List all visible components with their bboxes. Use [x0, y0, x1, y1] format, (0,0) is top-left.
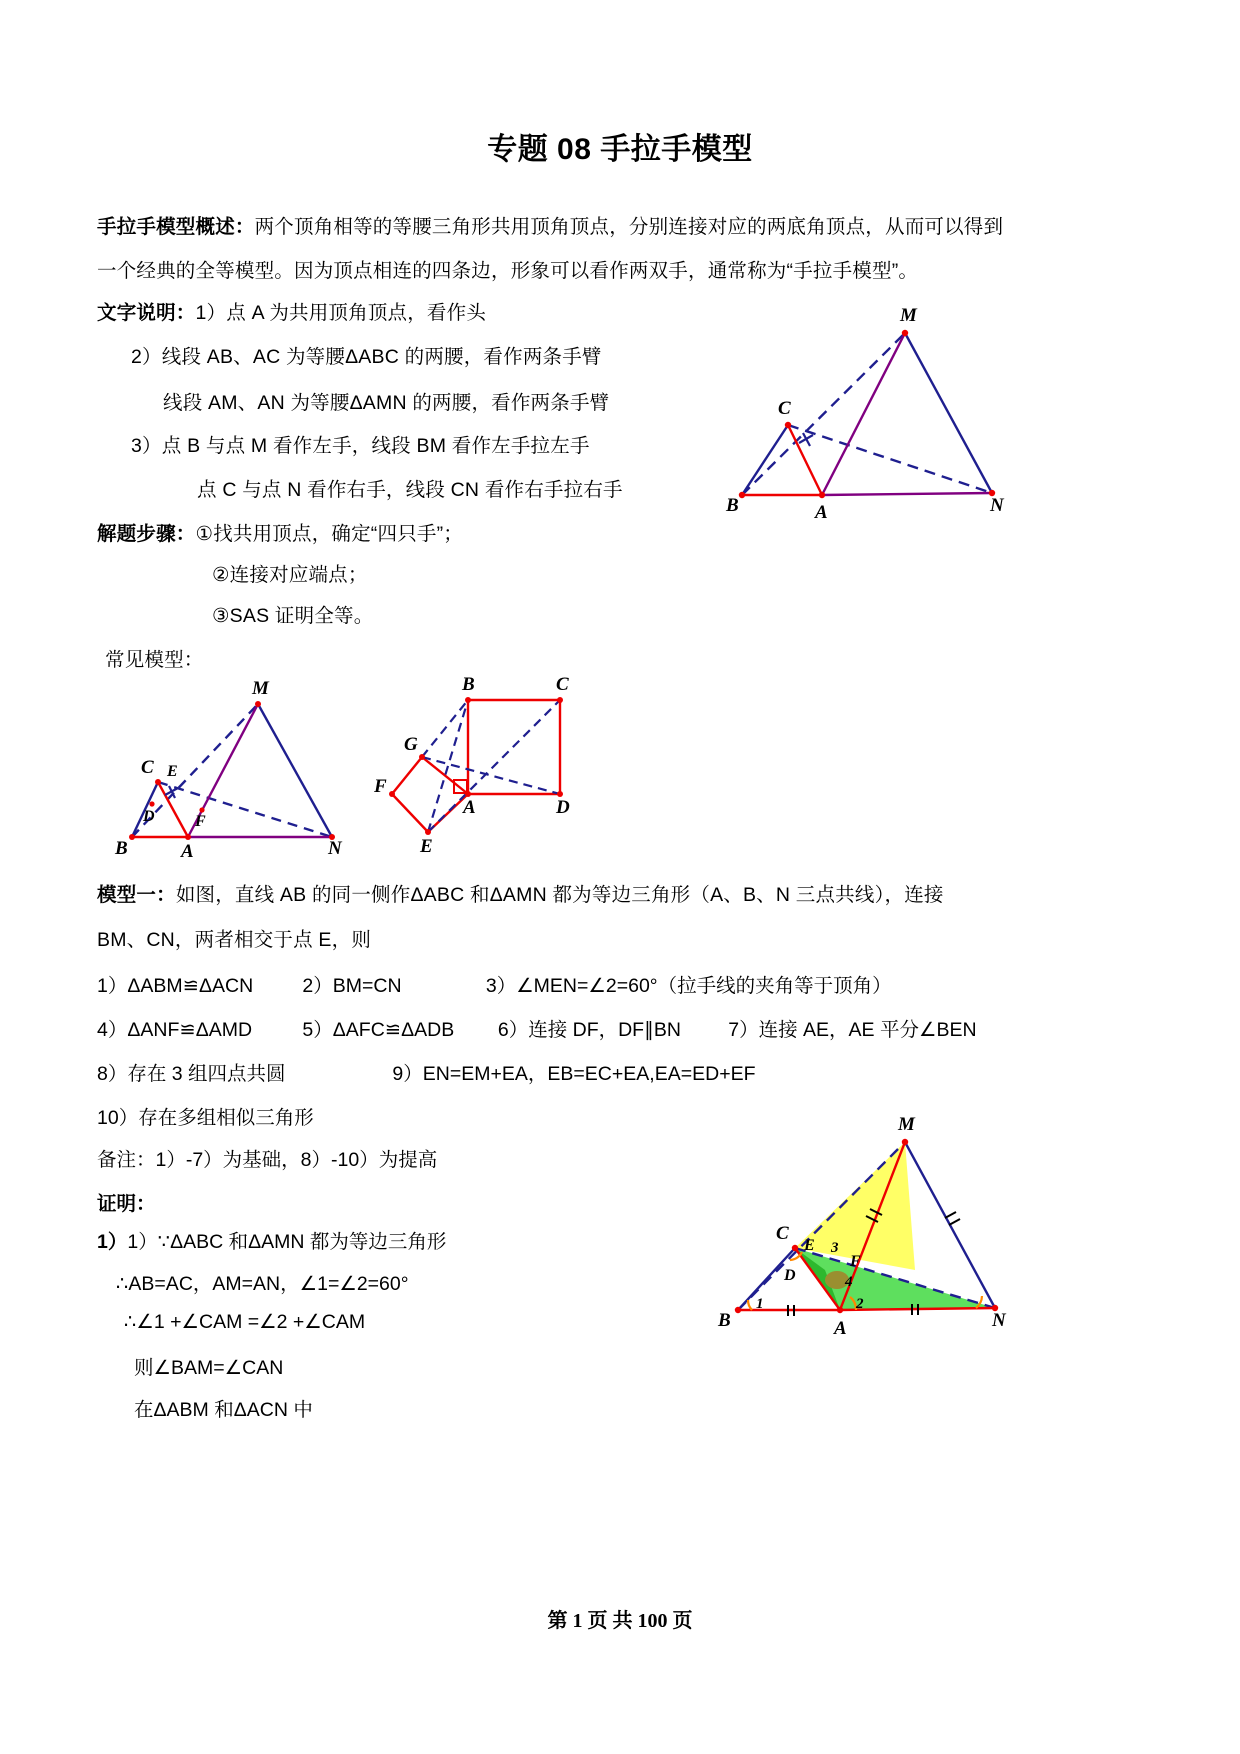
overview-line-2: 一个经典的全等模型。因为顶点相连的四条边，形象可以看作两双手，通常称为“手拉手模型”。	[97, 260, 919, 282]
figure4-angle-3: 3	[831, 1240, 839, 1256]
model-one-item-1: 1）ΔABM≌ΔACN	[97, 975, 254, 997]
text-desc-label: 文字说明：	[97, 302, 196, 324]
figure4-label-N: N	[992, 1310, 1006, 1331]
text-desc-item-2b: 线段 AM、AN 为等腰ΔAMN 的两腰，看作两条手臂	[163, 392, 610, 414]
proof-line-5: 在ΔABM 和ΔACN 中	[134, 1399, 313, 1421]
model-one-item-row-1	[97, 970, 892, 998]
page-title: 专题 08 手拉手模型	[487, 133, 753, 166]
figure-annotated-proof	[690, 1114, 1050, 1340]
proof-line-1-text: 1）∵ΔABC 和ΔAMN 都为等边三角形	[127, 1231, 447, 1253]
figure3-label-B: B	[462, 674, 475, 695]
model-one-item-row-2	[97, 1014, 977, 1042]
steps-step-3: ③SAS 证明全等。	[212, 605, 374, 627]
model-one-item-5: 5）ΔAFC≌ΔADB	[302, 1019, 455, 1041]
figure3-label-E: E	[420, 836, 433, 857]
model-one-item-3: 3）∠MEN=∠2=60°（拉手线的夹角等于顶角）	[485, 975, 892, 997]
figure4-label-F: F	[850, 1253, 861, 1270]
model-one-item-2: 2）BM=CN	[302, 975, 402, 997]
figure2-label-F: F	[195, 813, 206, 830]
figure2-label-E: E	[167, 763, 178, 780]
model-one-item-6: 6）连接 DF，DF∥BN	[497, 1019, 681, 1041]
figure4-label-A: A	[834, 1318, 847, 1339]
steps-step-1: ①找共用顶点，确定“四只手”；	[195, 523, 463, 545]
figure1-label-A: A	[815, 502, 828, 523]
overview-line-1	[97, 212, 1147, 242]
figure3-label-G: G	[404, 734, 418, 755]
figure4-label-M: M	[898, 1114, 915, 1135]
proof-line-4: 则∠BAM=∠CAN	[134, 1357, 284, 1379]
text-desc-item-2a: 2）线段 AB、AC 为等腰ΔABC 的两腰，看作两条手臂	[131, 346, 602, 368]
model-one-note: 备注：1）-7）为基础，8）-10）为提高	[97, 1149, 438, 1171]
figure4-angle-1: 1	[756, 1296, 764, 1312]
model-one-item-10: 10）存在多组相似三角形	[97, 1107, 314, 1129]
model-one-item-7: 7）连接 AE，AE 平分∠BEN	[728, 1019, 977, 1041]
page-footer: 第 1 页 共 100 页	[547, 1610, 693, 1632]
figure1-label-C: C	[778, 398, 791, 419]
figure1-label-N: N	[990, 495, 1004, 516]
figure2-label-A: A	[181, 841, 194, 862]
figure2-label-B: B	[115, 838, 128, 859]
text-desc-item-3a: 3）点 B 与点 M 看作左手，线段 BM 看作左手拉左手	[131, 435, 590, 457]
steps-step-2: ②连接对应端点；	[212, 564, 368, 586]
figure1-label-M: M	[900, 305, 917, 326]
figure1-label-B: B	[726, 495, 739, 516]
figure4-angle-2: 2	[856, 1296, 864, 1312]
figure3-label-D: D	[556, 797, 570, 818]
proof-line-2: ∴AB=AC，AM=AN，∠1=∠2=60°	[116, 1273, 409, 1295]
model-one-item-9: 9）EN=EM+EA，EB=EC+EA,EA=ED+EF	[392, 1063, 756, 1085]
common-models-label: 常见模型：	[105, 649, 204, 671]
model-one-line1-rest: 如图，直线 AB 的同一侧作ΔABC 和ΔAMN 都为等边三角形（A、B、N 三点共线），连接	[175, 884, 944, 906]
overview-line1-rest: 两个顶角相等的等腰三角形共用顶角顶点，分别连接对应的两底角顶点，从而可以得到	[254, 216, 1004, 238]
figure2-label-D: D	[143, 808, 155, 825]
model-one-item-4: 4）ΔANF≌ΔAMD	[97, 1019, 253, 1041]
figure4-label-E: E	[804, 1237, 815, 1254]
figure-equilateral-model	[110, 678, 390, 862]
model-one-line-2: BM、CN，两者相交于点 E，则	[97, 929, 372, 951]
model-one-line-1	[97, 880, 1147, 910]
proof-label: 证明：	[97, 1193, 156, 1215]
figure2-label-N: N	[328, 838, 342, 859]
proof-line-1: 1）1）∵ΔABC 和ΔAMN 都为等边三角形	[97, 1231, 447, 1253]
figure-hand-in-hand-basic	[700, 305, 1040, 523]
figure4-label-C: C	[776, 1223, 789, 1244]
figure2-label-C: C	[141, 757, 154, 778]
model-one-item-row-3	[97, 1058, 756, 1086]
overview-label: 手拉手模型概述：	[97, 216, 255, 238]
figure2-label-M: M	[252, 678, 269, 699]
steps-label: 解题步骤：	[97, 523, 196, 545]
figure3-label-A: A	[463, 797, 476, 818]
figure4-angle-4: 4	[845, 1274, 853, 1290]
figure3-label-C: C	[556, 674, 569, 695]
figure4-label-D: D	[784, 1267, 796, 1284]
proof-line-3: ∴∠1 +∠CAM =∠2 +∠CAM	[124, 1311, 366, 1333]
figure4-label-B: B	[718, 1310, 731, 1331]
model-one-label: 模型一：	[97, 884, 176, 906]
steps-line-1	[97, 519, 1147, 549]
text-desc-item-1: 1）点 A 为共用顶角顶点，看作头	[195, 302, 487, 324]
figure-square-model	[374, 674, 660, 860]
figure3-label-F: F	[374, 776, 387, 797]
model-one-item-8: 8）存在 3 组四点共圆	[97, 1063, 286, 1085]
text-desc-item-3b: 点 C 与点 N 看作右手，线段 CN 看作右手拉右手	[197, 479, 623, 501]
